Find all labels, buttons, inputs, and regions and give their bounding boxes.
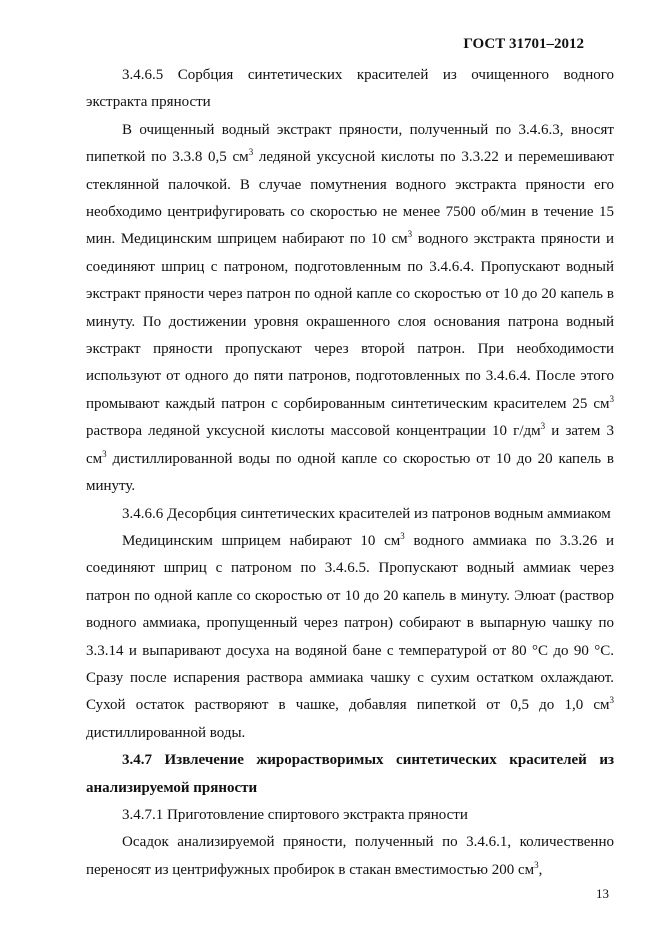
paragraph-desorption [86, 528, 614, 747]
superscript: 3 [609, 393, 614, 404]
text-run: ледяной уксусной кислоты по 3.3.22 и перемешивают стеклянной палочкой. В случае помутнения водного экстракта пряности его необходимо центрифугировать со скоростью не менее 7500 об/мин в течение 15 мин. Медицинским шприцем набирают по 10 см [86, 149, 615, 248]
section-heading-3-4-7 [86, 747, 614, 802]
superscript: 3 [534, 859, 539, 870]
superscript: 3 [102, 448, 107, 459]
text-run: дистиллированной воды по одной капле со скоростью от 10 до 20 капель в минуту. [86, 450, 614, 495]
text-run: водного аммиака по 3.3.26 и соединяют шприц с патроном по 3.4.6.5. Пропускают водный аммиак через патрон по одной капле со скоростью от 10 до 20 капель в минуту. Элюат (раствор водного аммиака, пропущенный через патрон) собирают в выпарную чашку по 3.3.14 и выпаривают досуха на водяной бане с температурой от 80 °С до 90 °С. Сразу после испарения раствора аммиака чашку с сухим остатком охлаждают. Сухой остаток растворяют в чашке, добавляя пипеткой от 0,5 до 1,0 см [86, 532, 614, 714]
page-number: 13 [596, 886, 609, 901]
text-run: 3.4.7 Извлечение жирорастворимых синтетических красителей из анализируемой пряности [86, 752, 614, 796]
text-run: 3.4.6.5 Сорбция синтетических красителей из очищенного водного экстракта пряности [86, 67, 614, 111]
document-header: ГОСТ 31701–2012 [463, 36, 584, 52]
superscript: 3 [609, 695, 614, 706]
paragraph-alcohol-extract [86, 829, 614, 884]
text-run: раствора ледяной уксусной кислоты массовой концентрации 10 г/дм [86, 423, 541, 440]
section-heading-3-4-6-5 [86, 62, 614, 117]
text-run: Осадок анализируемой пряности, полученный по 3.4.6.1, количественно переносят из центрифужных пробирок в стакан вместимостью 200 см [86, 834, 614, 878]
text-run: В очищенный водный экстракт пряности, полученный по 3.4.6.3, вносят пипеткой по 3.3.8 0,5 см [86, 121, 614, 166]
superscript: 3 [248, 147, 254, 158]
text-run: 3.4.6.6 Десорбция синтетических красителей из патронов водным аммиаком [122, 505, 611, 522]
text-run: 3.4.7.1 Приготовление спиртового экстракта пряности [122, 806, 468, 823]
text-run: Медицинским шприцем набирают 10 см [122, 532, 401, 549]
superscript: 3 [540, 421, 546, 432]
superscript: 3 [400, 530, 405, 541]
superscript: 3 [407, 229, 413, 240]
text-run: дистиллированной воды. [86, 724, 246, 741]
text-run: и затем 3 см [86, 423, 614, 467]
paragraph-sorption [86, 117, 614, 501]
section-heading-3-4-7-1 [86, 802, 614, 829]
document-body [86, 62, 614, 884]
text-run: , [538, 861, 543, 878]
text-run: водного экстракта пряности и соединяют шприц с патроном, подготовленным по 3.4.6.4. Пропускают водный экстракт пряности через патрон по одной капле со скоростью от 10 до 20 капель в минуту. По достижении уровня окрашенного слоя основания патрона водный экстракт пряности пропускают через второй патрон. При необходимости используют от одного до пяти патронов, подготовленных по 3.4.6.4. После этого промывают каждый патрон с сорбированным синтетическим красителем 25 см [86, 231, 614, 412]
section-heading-3-4-6-6 [86, 501, 614, 528]
